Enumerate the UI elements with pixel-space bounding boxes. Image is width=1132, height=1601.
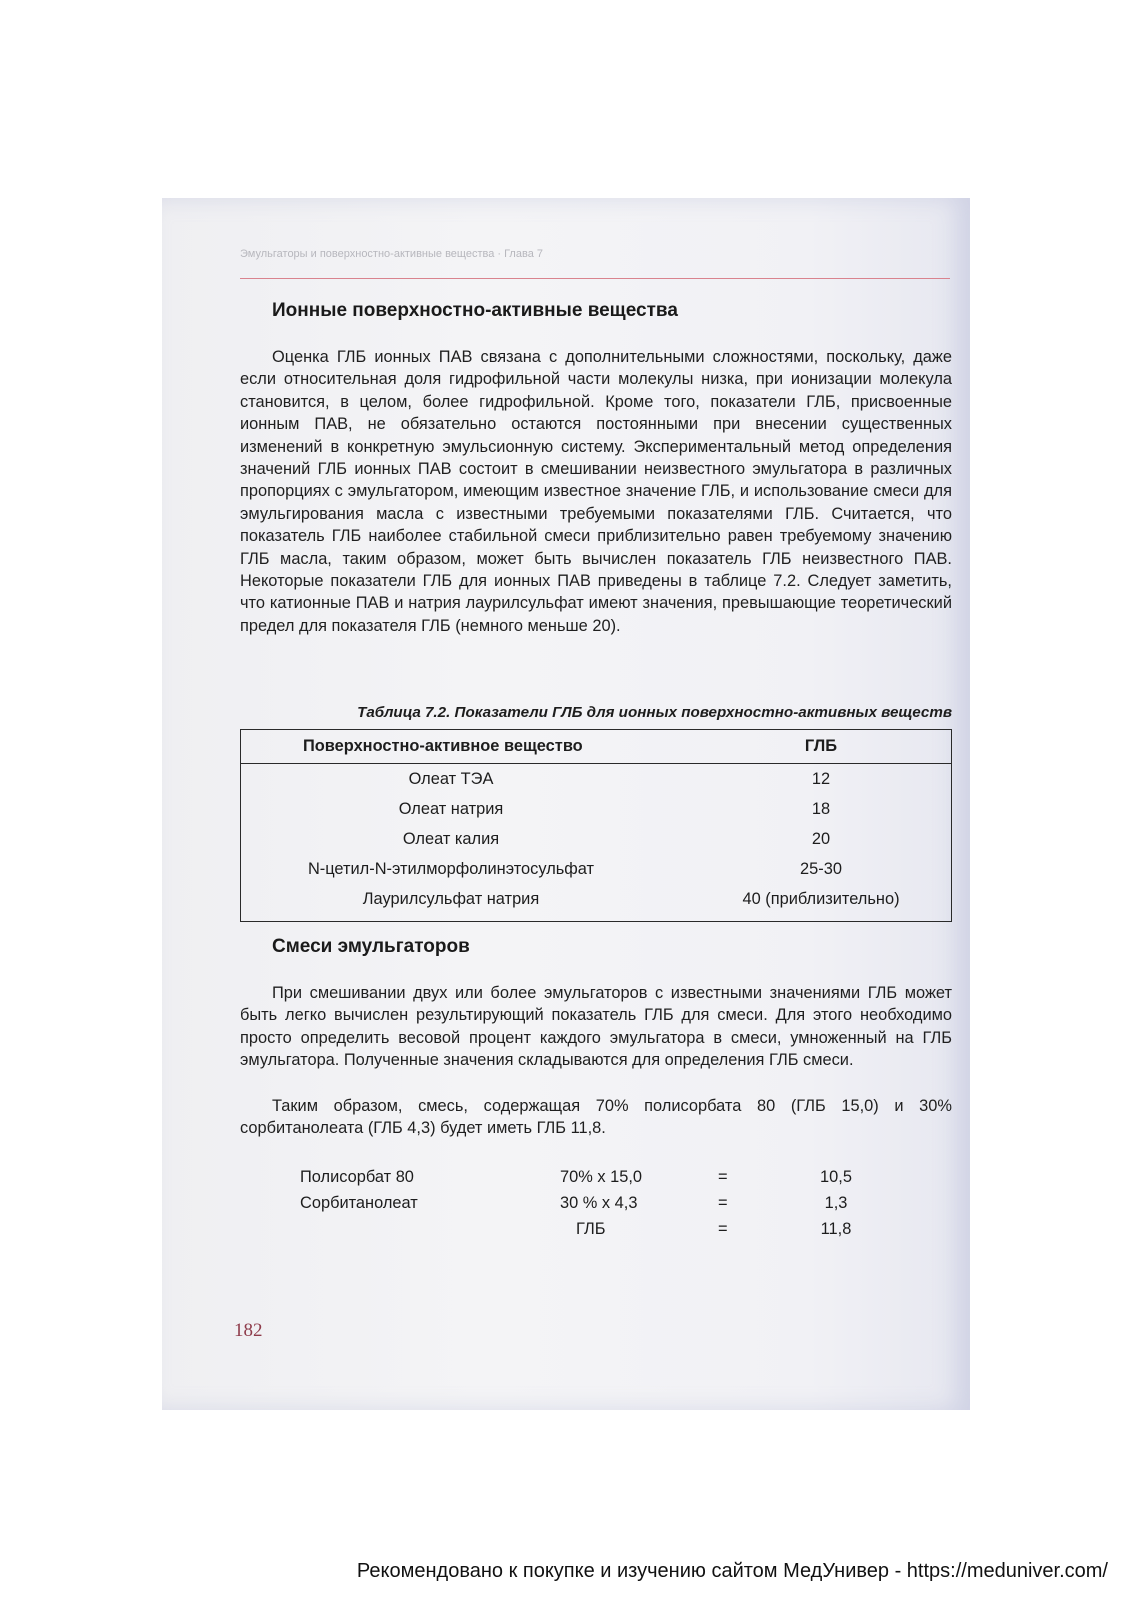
calc-total-result: 11,8 [820, 1220, 852, 1238]
calc-name: Сорбитанолеат [300, 1194, 418, 1212]
calc-total-label: ГЛБ [576, 1220, 606, 1238]
table-cell-value: 20 [811, 830, 831, 848]
table-cell-name: Олеат ТЭА [408, 770, 494, 788]
table-cell-name: Лаурилсульфат натрия [362, 890, 540, 908]
mixtures-paragraph-1: При смешивании двух или более эмульгаторов с известными значениями ГЛБ может быть легко вычислен результирующий показатель ГЛБ для смеси. Для этого необходимо просто определить весовой процент каждого эмульгатора в смеси, умноженный на ГЛБ эмульгатора. Полученные значения складываются для определения ГЛБ смеси. [240, 984, 952, 1070]
table-cell-name: N-цетил-N-этилморфолинэтосульфат [307, 860, 595, 878]
calc-name: Полисорбат 80 [300, 1168, 414, 1186]
table-cell-value: 40 (приблизительно) [742, 890, 900, 908]
table-header-value: ГЛБ [804, 737, 838, 755]
header-rule [240, 278, 950, 279]
calc-equals: = [718, 1168, 728, 1186]
table-row [241, 860, 951, 890]
table-cell-value: 18 [811, 800, 831, 818]
calc-total-equals: = [718, 1220, 728, 1238]
section-title-ionic: Ионные поверхностно-активные вещества [272, 300, 678, 321]
table-row [241, 830, 951, 860]
hlb-table [240, 729, 952, 922]
calc-formula: 70% х 15,0 [560, 1168, 643, 1186]
calc-formula: 30 % х 4,3 [560, 1194, 638, 1212]
book-page [162, 198, 970, 1410]
table-row [241, 770, 951, 800]
table-header-rule [241, 763, 951, 764]
section-title-mixtures: Смеси эмульгаторов [272, 936, 470, 957]
page-number: 182 [234, 1320, 263, 1341]
table-cell-value: 25-30 [800, 860, 842, 878]
calculation-total-row [162, 1220, 970, 1246]
table-cell-name: Олеат калия [402, 830, 500, 848]
calc-result: 10,5 [820, 1168, 852, 1186]
calc-result: 1,3 [824, 1194, 848, 1212]
table-row [241, 890, 951, 920]
ionic-paragraph: Оценка ГЛБ ионных ПАВ связана с дополнительными сложностями, поскольку, даже если относительная доля гидрофильной части молекулы низка, при ионизации молекула становится, в целом, более гидрофильной. Кроме того, показатели ГЛБ, присвоенные ионным ПАВ, не обязательно остаются постоянными при внесении существенных изменений в конкретную эмульсионную систему. Экспериментальный метод определения значений ГЛБ ионных ПАВ состоит в смешивании неизвестного эмульгатора в различных пропорциях с эмульгатором, имеющим известное значение ГЛБ, и использование смеси для эмульгирования масла с известными требуемыми показателями ГЛБ. Считается, что показатель ГЛБ наиболее стабильной смеси приблизительно равен требуемому значению ГЛБ масла, таким образом, может быть вычислен показатель ГЛБ неизвестного ПАВ. Некоторые показатели ГЛБ для ионных ПАВ приведены в таблице 7.2. Следует заметить, что катионные ПАВ и натрия лаурилсульфат имеют значения, превышающие теоретический предел для показателя ГЛБ (немного меньше 20). [240, 348, 952, 635]
footer-recommendation: Рекомендовано к покупке и изучению сайтом МедУнивер - https://meduniver.com/ [356, 1560, 1108, 1582]
mixtures-paragraph-2: Таким образом, смесь, содержащая 70% полисорбата 80 (ГЛБ 15,0) и 30% сорбитанолеата (ГЛБ 4,3) будет иметь ГЛБ 11,8. [240, 1097, 952, 1138]
table-caption: Таблица 7.2. Показатели ГЛБ для ионных поверхностно-активных веществ [357, 704, 952, 721]
calculation-row [162, 1168, 970, 1194]
table-header-name: Поверхностно-активное вещество [303, 737, 583, 755]
calc-equals: = [718, 1194, 728, 1212]
calculation-row [162, 1194, 970, 1220]
table-row [241, 800, 951, 830]
table-cell-name: Олеат натрия [398, 800, 504, 818]
table-cell-value: 12 [811, 770, 831, 788]
running-header: Эмульгаторы и поверхностно-активные вещества · Глава 7 [240, 248, 543, 260]
